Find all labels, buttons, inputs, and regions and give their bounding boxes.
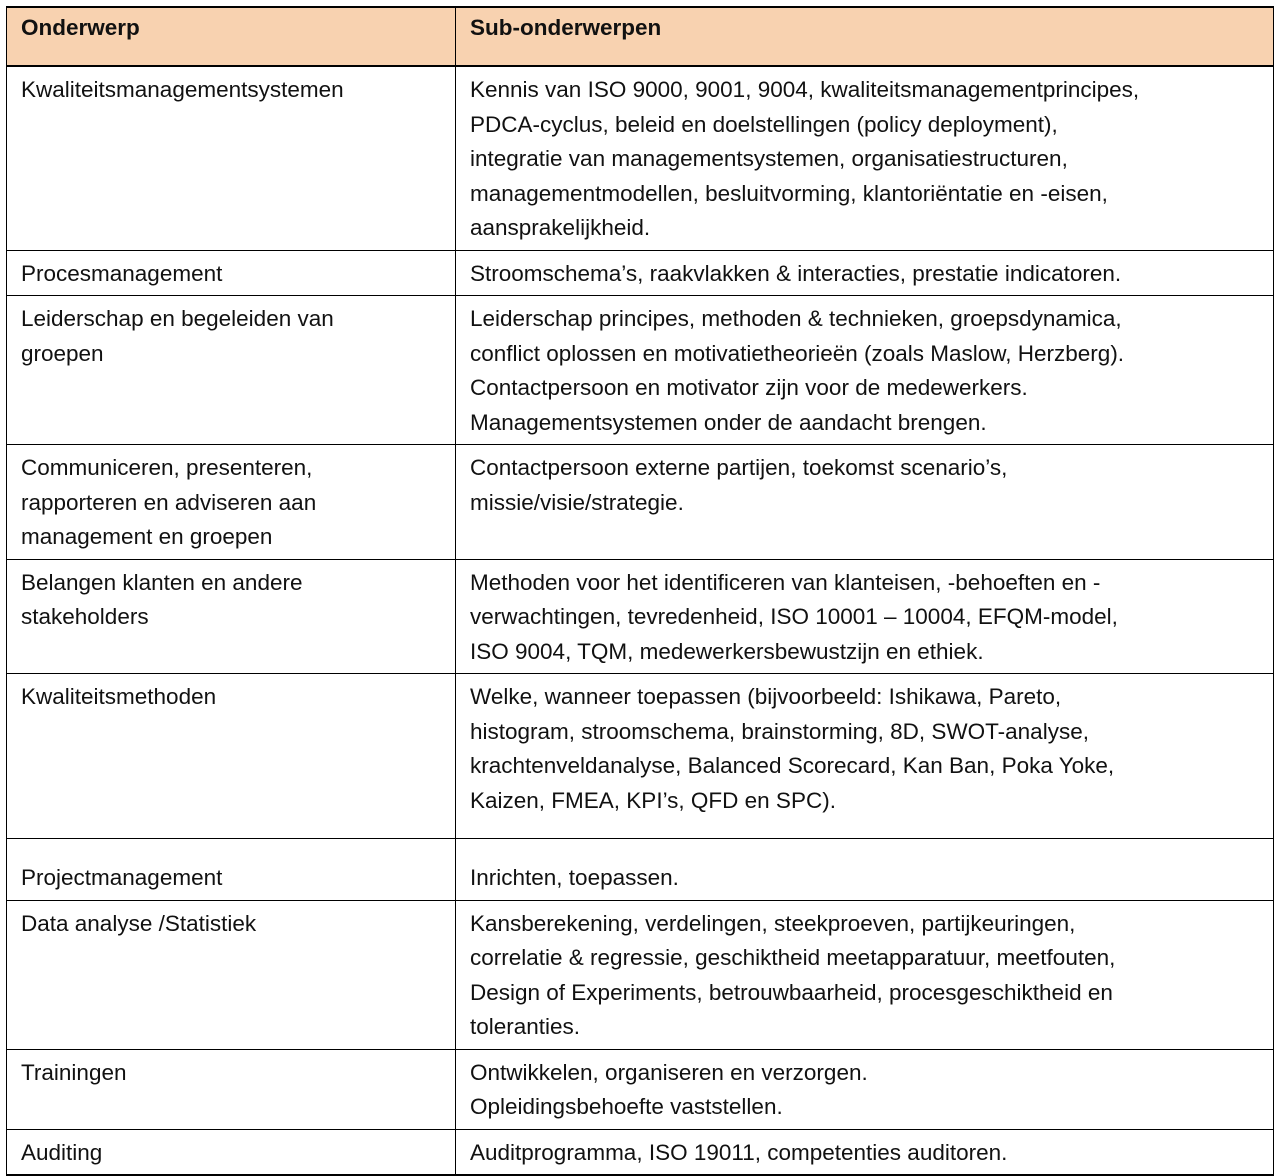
topic-cell: Communiceren, presenteren, rapporteren en adviseren aan management en groepen	[7, 445, 456, 560]
table-row	[7, 900, 1274, 1049]
subtopics-cell: Inrichten, toepassen.	[456, 839, 1274, 901]
table-row	[7, 559, 1274, 674]
topic-cell: Leiderschap en begeleiden van groepen	[7, 296, 456, 445]
subtopics-cell: Methoden voor het identificeren van klanteisen, -behoeften en - verwachtingen, tevredenheid, ISO 10001 – 10004, EFQM-model, ISO 9004, TQM, medewerkersbewustzijn en ethiek.	[456, 559, 1274, 674]
table-row	[7, 250, 1274, 296]
header-subtopics: Sub-onderwerpen	[456, 7, 1274, 66]
table-row	[7, 296, 1274, 445]
header-topic: Onderwerp	[7, 7, 456, 66]
topic-cell: Belangen klanten en andere stakeholders	[7, 559, 456, 674]
topic-cell: Auditing	[7, 1129, 456, 1175]
subtopics-cell: Welke, wanneer toepassen (bijvoorbeeld: Ishikawa, Pareto, histogram, stroomschema, brainstorming, 8D, SWOT-analyse, krachtenveldanalyse, Balanced Scorecard, Kan Ban, Poka Yoke, Kaizen, FMEA, KPI’s, QFD en SPC).	[456, 674, 1274, 839]
table-row	[7, 1129, 1274, 1175]
topic-cell: Procesmanagement	[7, 250, 456, 296]
subtopics-cell: Leiderschap principes, methoden & technieken, groepsdynamica, conflict oplossen en motivatietheorieën (zoals Maslow, Herzberg). Contactpersoon en motivator zijn voor de medewerkers. Managementsystemen onder de aandacht brengen.	[456, 296, 1274, 445]
subtopics-cell: Kansberekening, verdelingen, steekproeven, partijkeuringen, correlatie & regressie, geschiktheid meetapparatuur, meetfouten, Design of Experiments, betrouwbaarheid, procesgeschiktheid en toleranties.	[456, 900, 1274, 1049]
topic-cell: Trainingen	[7, 1049, 456, 1129]
topic-cell: Kwaliteitsmethoden	[7, 674, 456, 839]
subtopics-cell: Stroomschema’s, raakvlakken & interacties, prestatie indicatoren.	[456, 250, 1274, 296]
table-row	[7, 1049, 1274, 1129]
table-row	[7, 66, 1274, 250]
table-row	[7, 445, 1274, 560]
subtopics-cell: Contactpersoon externe partijen, toekomst scenario’s, missie/visie/strategie.	[456, 445, 1274, 560]
subtopics-cell: Ontwikkelen, organiseren en verzorgen. Opleidingsbehoefte vaststellen.	[456, 1049, 1274, 1129]
table-row	[7, 674, 1274, 839]
subtopics-cell: Kennis van ISO 9000, 9001, 9004, kwaliteitsmanagementprincipes, PDCA-cyclus, beleid en doelstellingen (policy deployment), integratie van managementsystemen, organisatiestructuren, managementmodellen, besluitvorming, klantoriëntatie en -eisen, aansprakelijkheid.	[456, 66, 1274, 250]
topic-cell: Data analyse /Statistiek	[7, 900, 456, 1049]
topics-table	[6, 6, 1274, 1176]
topic-cell: Projectmanagement	[7, 839, 456, 901]
topic-cell: Kwaliteitsmanagementsystemen	[7, 66, 456, 250]
table-header-row	[7, 7, 1274, 66]
subtopics-cell: Auditprogramma, ISO 19011, competenties auditoren.	[456, 1129, 1274, 1175]
table-row	[7, 839, 1274, 901]
